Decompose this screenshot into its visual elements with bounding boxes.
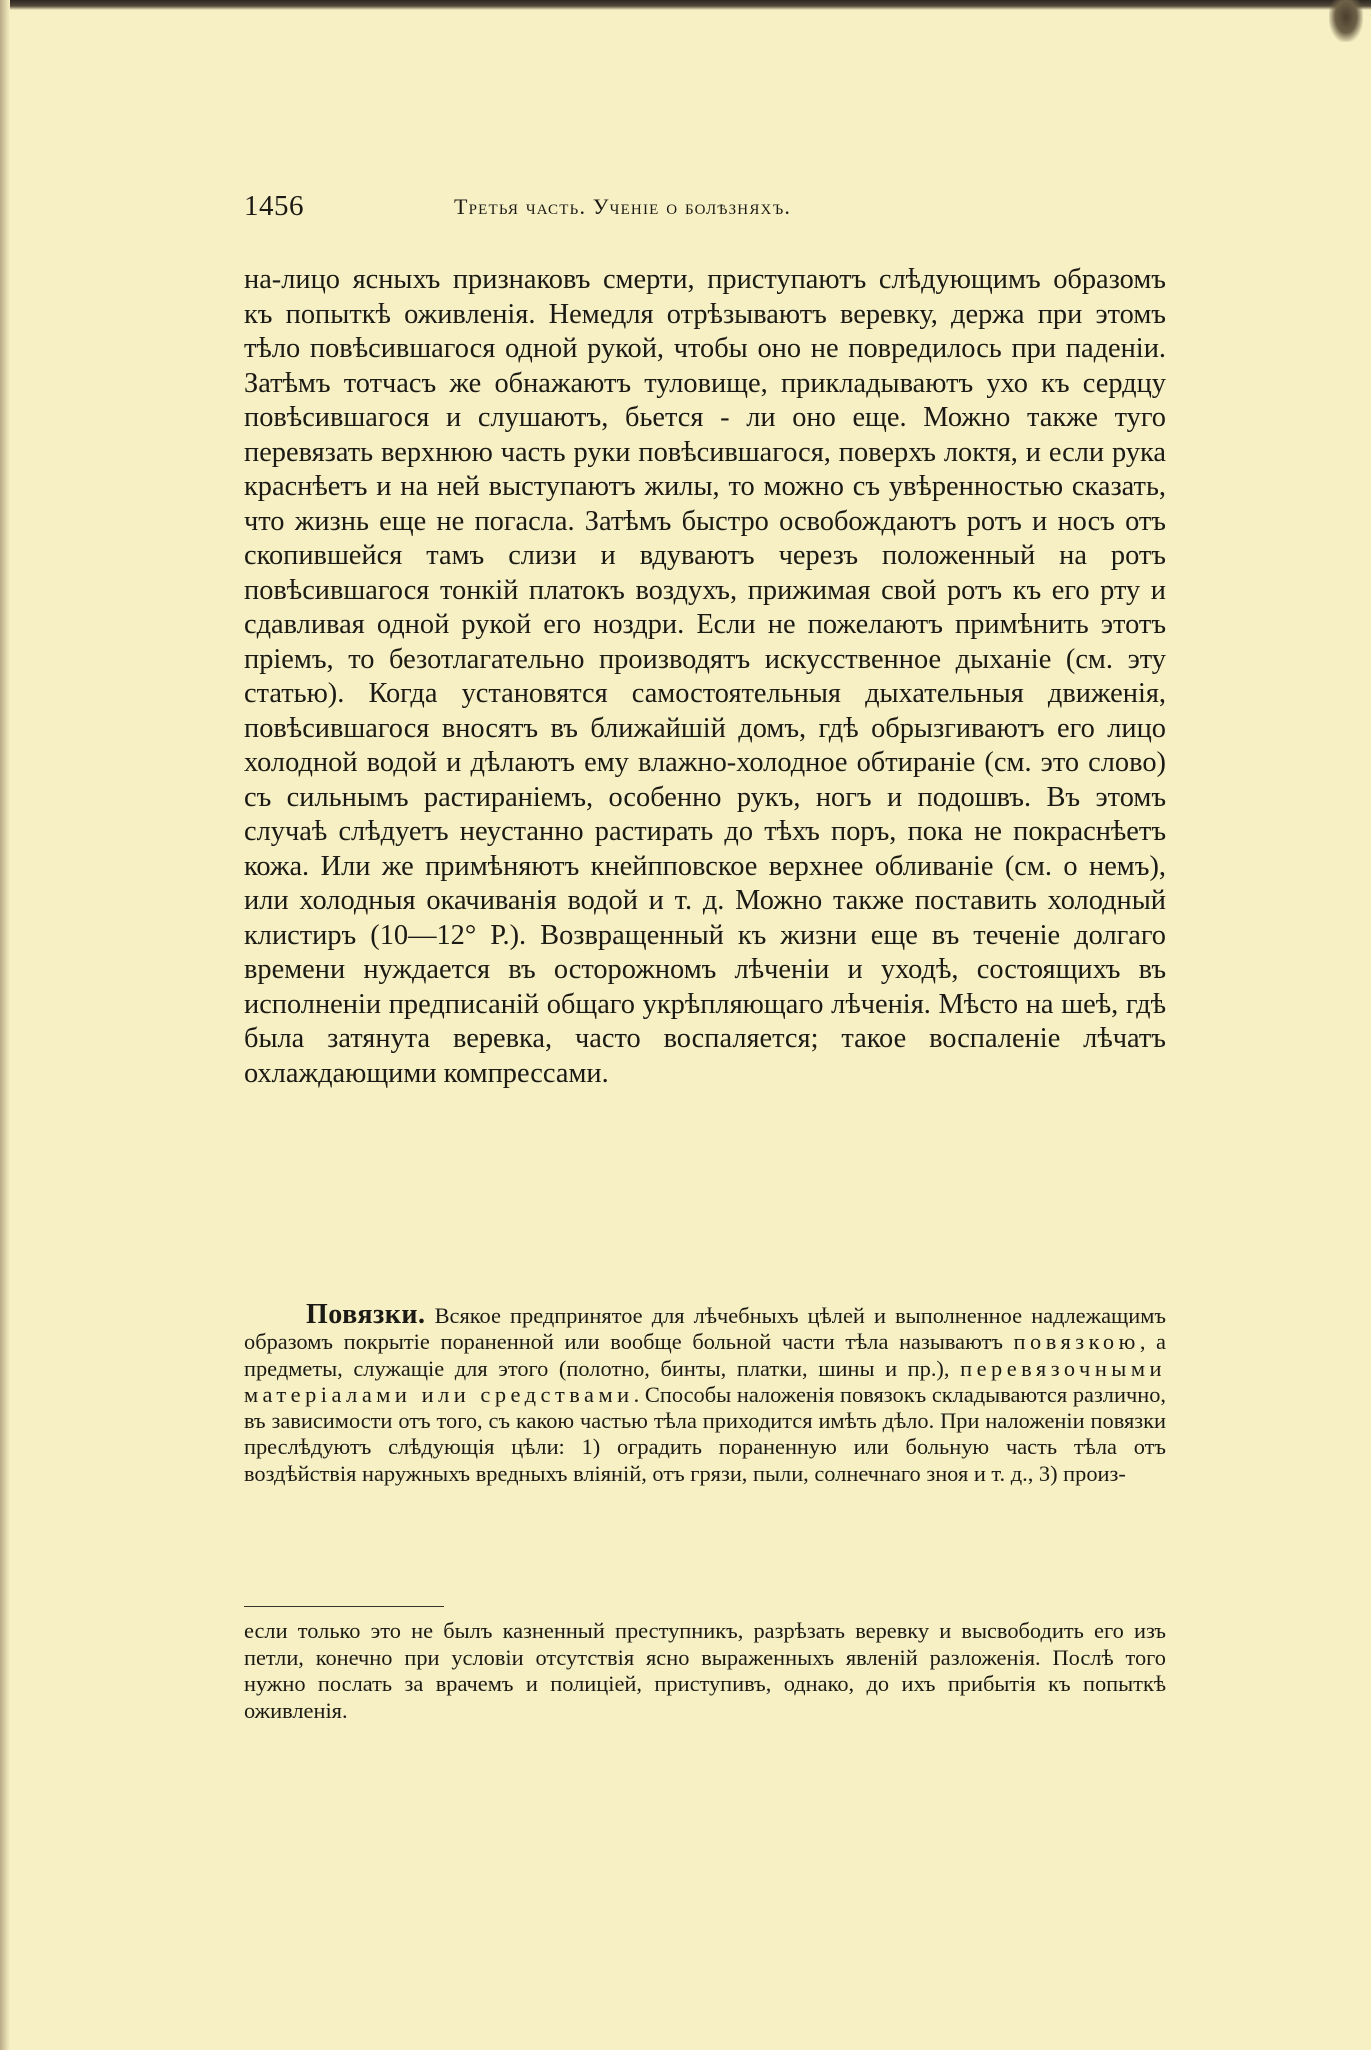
section-text-2: , а предметы, служащіе для этого (полотно, бинты, платки, шины и пр.), [244, 1329, 1166, 1381]
page-header [244, 190, 1164, 230]
page-left-edge [0, 0, 10, 2050]
main-paragraph: на-лицо ясныхъ признаковъ смерти, приступаютъ слѣдующимъ образомъ къ попыткѣ оживленія. Немедля отрѣзываютъ веревку, держа при этомъ тѣло повѣсившагося одной рукой, чтобы оно не повредилось при паденіи. Затѣмъ тотчасъ же обнажаютъ туловище, прикладываютъ ухо къ сердцу повѣсившагося и слушаютъ, бьется - ли оно еще. Можно также туго перевязать верхнюю часть руки повѣсившагося, поверхъ локтя, и если рука краснѣетъ и на ней выступаютъ жилы, то можно съ увѣренностью сказать, что жизнь еще не погасла. Затѣмъ быстро освобождаютъ ротъ и носъ отъ скопившейся тамъ слизи и вдуваютъ черезъ положенный на ротъ повѣсившагося тонкій платокъ воздухъ, прижимая свой ротъ къ его рту и сдавливая одной рукой его ноздри. Если не пожелаютъ примѣнить этотъ пріемъ, то безотлагательно производятъ искусственное дыханіе (см. эту статью). Когда установятся самостоятельныя дыхательныя движенія, повѣсившагося вносятъ въ ближайшій домъ, гдѣ обрызгиваютъ его лицо холодной водой и дѣлаютъ ему влажно-холодное обтираніе (см. это слово) съ сильнымъ растираніемъ, особенно рукъ, ногъ и подошвъ. Въ этомъ случаѣ слѣдуетъ неустанно растирать до тѣхъ поръ, пока не покраснѣетъ кожа. Или же примѣняютъ кнейпповское верхнее обливаніе (см. о немъ), или холодныя окачиванія водой и т. д. Можно также поставить холодный клистиръ (10—12° Р.). Возвращенный къ жизни еще въ теченіе долгаго времени нуждается въ осторожномъ лѣченіи и уходѣ, состоящихъ въ исполненіи предписаній общаго укрѣпляющаго лѣченія. Мѣсто на шеѣ, гдѣ была затянута веревка, часто воспаляется; такое воспаленіе лѣчатъ охлаждающими компрессами. [244, 264, 1166, 1089]
section-text-3: . Способы наложенія повязокъ складываются различно, въ зависимости отъ того, съ какою частью тѣла приходится имѣть дѣло. При наложеніи повязки преслѣдуютъ слѣдующія цѣли: 1) оградить пораненную или больную часть тѣла отъ воздѣйствія наружныхъ вредныхъ вліяній, отъ грязи, пыли, солнечнаго зноя и т. д., 3) произ- [244, 1381, 1166, 1486]
section-paragraph-bandages [244, 1299, 1166, 1487]
footnote-divider [244, 1606, 444, 1607]
page-top-edge [0, 0, 1371, 10]
spaced-term-bandage: повязкою [1013, 1329, 1140, 1355]
spaced-term-materials: перевязочными матеріалами или средствами [244, 1355, 1166, 1407]
ink-stain [1329, 0, 1363, 42]
section-heading: Повязки. [306, 1299, 426, 1330]
page-number: 1456 [244, 190, 304, 222]
running-title: Третья часть. Ученіе о болѣзняхъ. [454, 194, 792, 219]
footnote: если только это не былъ казненный преступникъ, разрѣзать веревку и высвободить его изъ петли, конечно при условіи отсутствія ясно выраженныхъ явленій разложенія. Послѣ того нужно послать за врачемъ и полиціей, приступивъ, однако, до ихъ прибытія къ попыткѣ оживленія. [244, 1618, 1166, 1723]
section-text-1: Всякое предпринятое для лѣчебныхъ цѣлей и выполненное надлежащимъ образомъ покрытіе пораненной или вообще больной части тѣла называютъ [244, 1303, 1166, 1355]
